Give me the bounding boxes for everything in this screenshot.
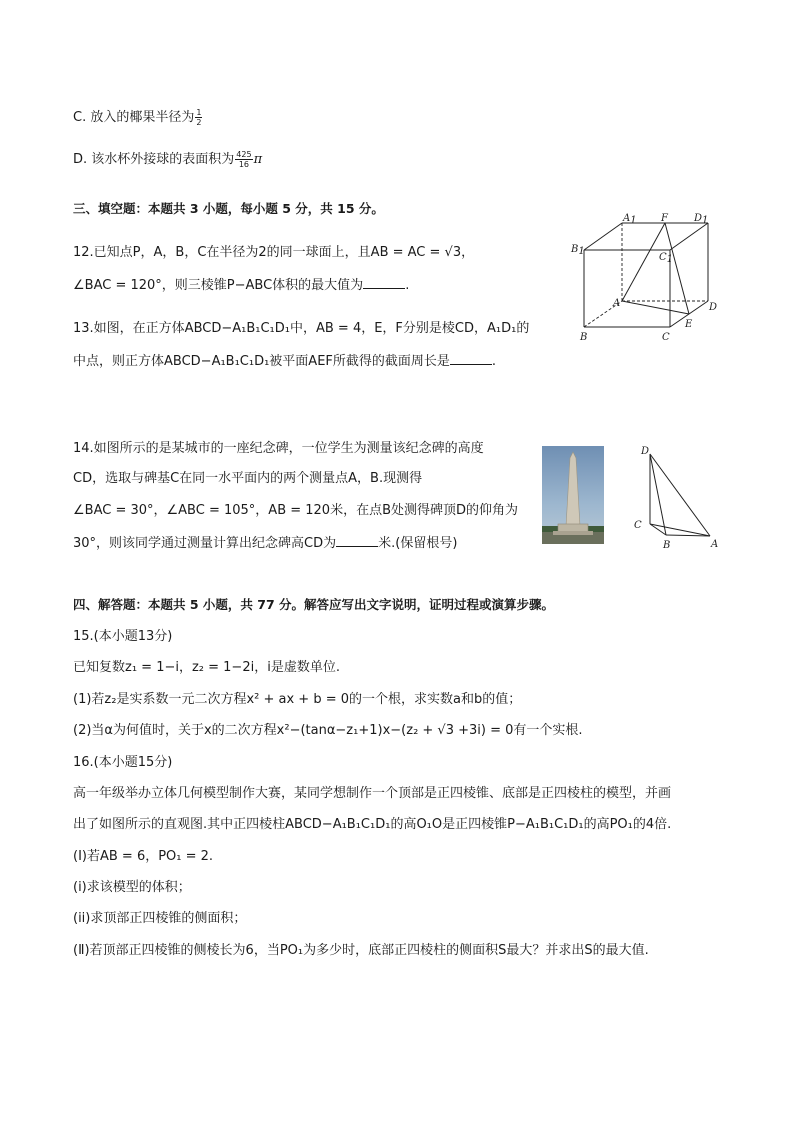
edge-da bbox=[650, 454, 710, 536]
q15-part2: (2)当α为何值时，关于x的二次方程x²−(tanα−z₁+1)x−(z₂ + √3 +3i) = 0有一个实根. bbox=[73, 723, 583, 738]
q14-line4: 30°，则该同学通过测量计算出纪念碑高CD为 米.(保留根号) bbox=[73, 536, 458, 551]
q16-line2: 出了如图所示的直观图.其中正四棱柱ABCD−A₁B₁C₁D₁的高O₁O是正四棱锥P−A₁B₁C₁D₁的高PO₁的4倍. bbox=[73, 817, 672, 832]
q14-line3: ∠BAC = 30°，∠ABC = 105°，AB = 120米，在点B处测得碑顶D的仰角为 bbox=[73, 503, 519, 518]
label-c: C bbox=[634, 520, 642, 531]
label-e: E bbox=[685, 319, 693, 330]
q16-part2: (Ⅱ)若顶部正四棱锥的侧棱长为6，当PO₁为多少时，底部正四棱柱的侧面积S最大？并求出S的最大值. bbox=[73, 943, 649, 958]
answer-blank bbox=[336, 534, 378, 547]
section-4-heading: 四、解答题：本题共 5 小题，共 77 分。解答应写出文字说明，证明过程或演算步骤。 bbox=[73, 597, 555, 612]
monument-photo bbox=[542, 446, 604, 544]
label-a: A bbox=[711, 539, 719, 550]
q16-line1: 高一年级举办立体几何模型制作大赛，某同学想制作一个顶部是正四棱锥、底部是正四棱柱的模型，并画 bbox=[73, 786, 672, 801]
label-c1: C1 bbox=[659, 252, 674, 265]
q15-part1: (1)若z₂是实系数一元二次方程x² + ax + b = 0的一个根，求实数a和b的值； bbox=[73, 692, 522, 707]
q15-heading: 15.(本小题13分) bbox=[73, 629, 173, 644]
q16-part1: (Ⅰ)若AB = 6，PO₁ = 2. bbox=[73, 849, 214, 864]
label-a1: A1 bbox=[623, 213, 637, 226]
option-c: C. 放入的椰果半径为 $\frac{1}{2}$ bbox=[73, 108, 202, 127]
label-a: A bbox=[613, 298, 621, 309]
fraction-425-16: $\frac{425}{16}$ bbox=[236, 150, 252, 169]
cube-figure bbox=[570, 210, 720, 345]
q12-line1: 12.已知点P，A，B，C在半径为2的同一球面上，且AB = AC = √3， bbox=[73, 245, 475, 260]
label-b: B bbox=[663, 540, 671, 551]
edge-b1-a1 bbox=[584, 223, 622, 250]
base-step bbox=[553, 531, 593, 535]
answer-blank bbox=[450, 352, 492, 365]
label-d: D bbox=[709, 302, 718, 313]
label-d1: D1 bbox=[694, 213, 709, 226]
pyramid-figure bbox=[630, 442, 726, 552]
section-ae bbox=[622, 301, 689, 314]
label-f: F bbox=[661, 213, 668, 224]
label-b1: B1 bbox=[571, 244, 585, 257]
label-d: D bbox=[641, 446, 650, 457]
pedestal bbox=[558, 524, 588, 532]
q13-line2: 中点，则正方体ABCD−A₁B₁C₁D₁被平面AEF所截得的截面周长是 . bbox=[73, 354, 497, 369]
label-b: B bbox=[580, 332, 588, 343]
answer-blank bbox=[363, 276, 405, 289]
q14-line2: CD，选取与碑基C在同一水平面内的两个测量点A，B.现测得 bbox=[73, 471, 423, 486]
edge-c1-d1 bbox=[670, 223, 708, 250]
q15-line1: 已知复数z₁ = 1−i，z₂ = 1−2i，i是虚数单位. bbox=[73, 660, 340, 675]
q16-part1-i: (i)求该模型的体积； bbox=[73, 880, 191, 895]
option-d: D. 该水杯外接球的表面积为 $\frac{425}{16}$ π bbox=[73, 150, 263, 169]
fraction-half: $\frac{1}{2}$ bbox=[196, 108, 202, 127]
q16-heading: 16.(本小题15分) bbox=[73, 755, 173, 770]
label-c: C bbox=[662, 332, 670, 343]
section-fe bbox=[665, 223, 689, 314]
q12-line2: ∠BAC = 120°，则三棱锥P−ABC体积的最大值为 . bbox=[73, 278, 410, 293]
q14-line1: 14.如图所示的是某城市的一座纪念碑，一位学生为测量该纪念碑的高度 bbox=[73, 441, 484, 456]
q13-line1: 13.如图，在正方体ABCD−A₁B₁C₁D₁中，AB = 4，E，F分别是棱CD，A₁D₁的 bbox=[73, 321, 530, 336]
edge-db bbox=[650, 454, 666, 535]
section-3-heading: 三、填空题：本题共 3 小题，每小题 5 分，共 15 分。 bbox=[73, 201, 384, 216]
q16-part1-ii: (ii)求顶部正四棱锥的侧面积； bbox=[73, 911, 247, 926]
